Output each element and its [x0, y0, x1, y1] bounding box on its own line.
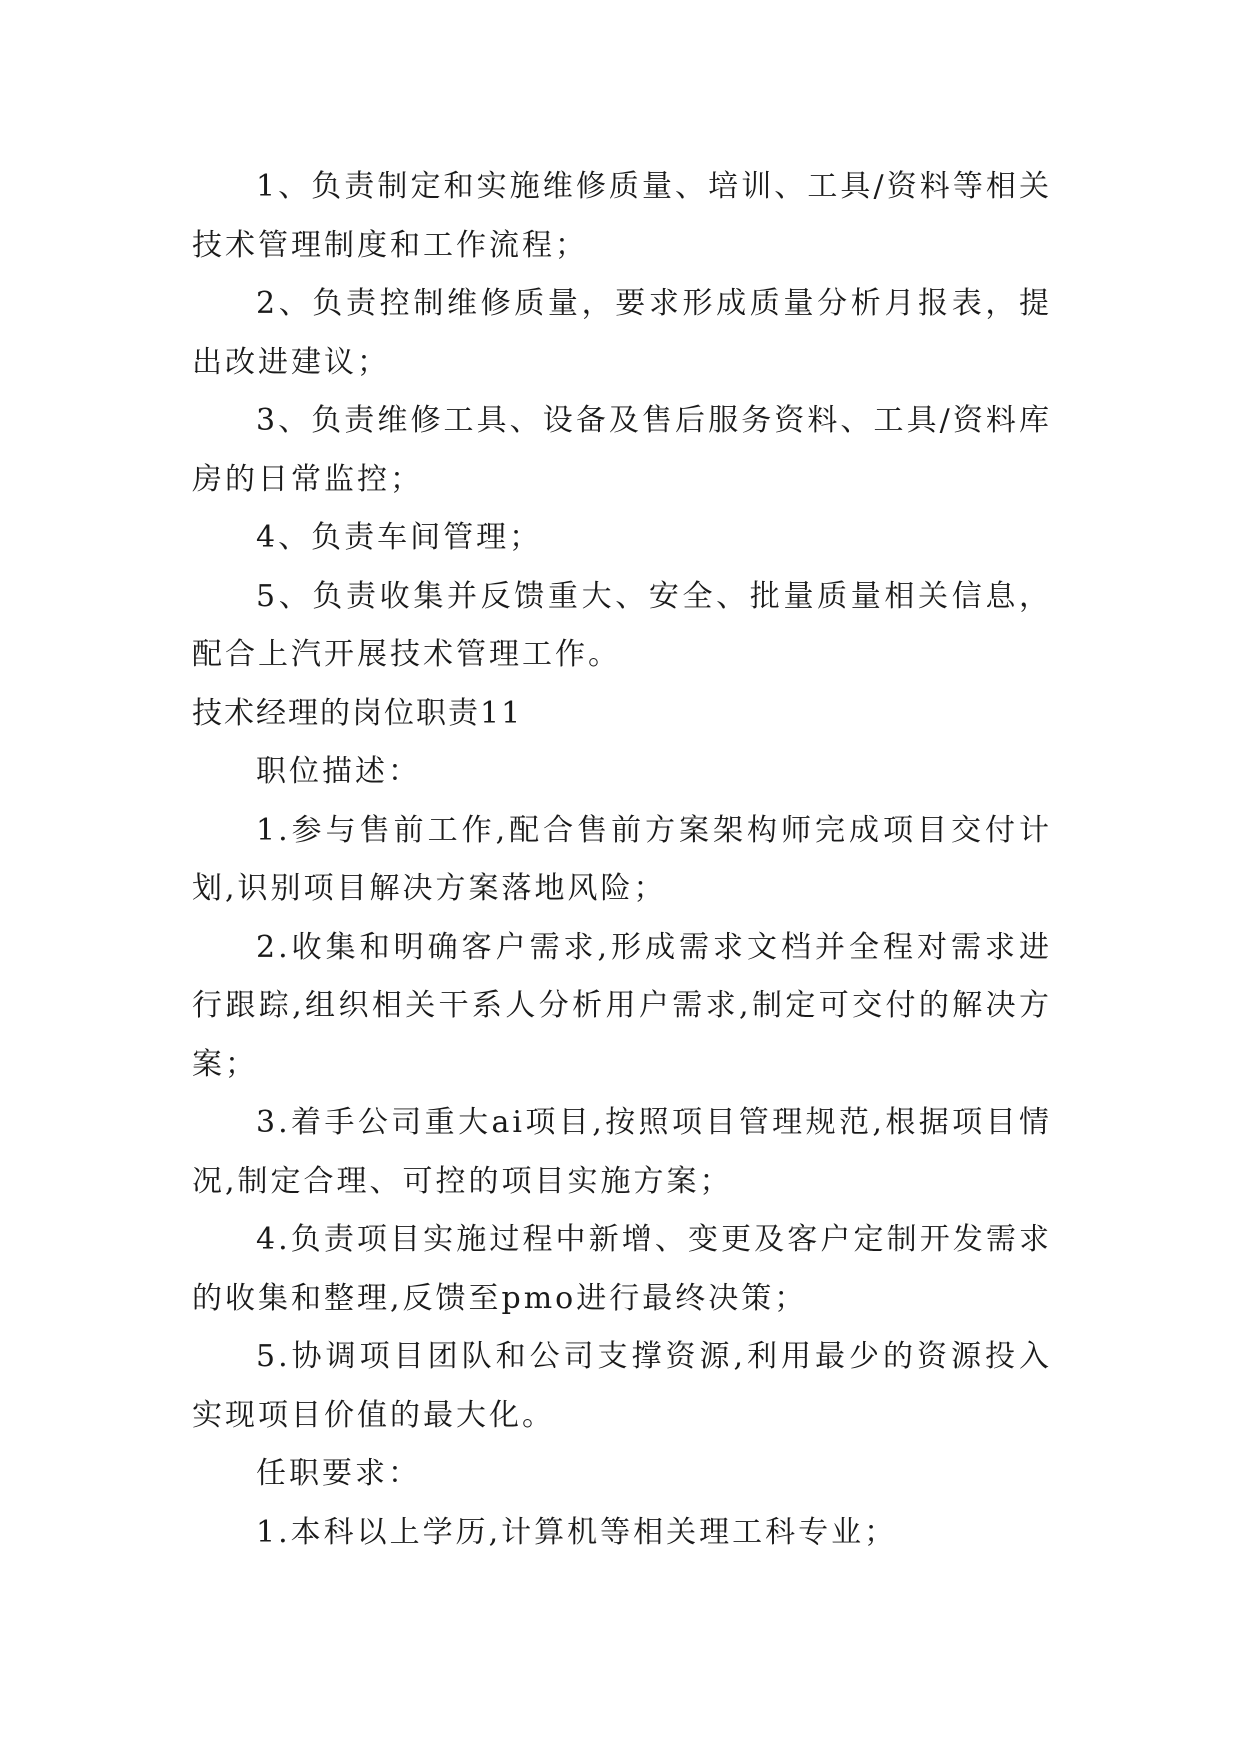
paragraph: 1.本科以上学历,计算机等相关理工科专业； [256, 1514, 898, 1550]
document-body [192, 158, 1052, 1562]
paragraph: 2、负责控制维修质量，要求形成质量分析月报表，提出改进建议； [192, 286, 1052, 380]
paragraph: 5、负责收集并反馈重大、安全、批量质量相关信息，配合上汽开展技术管理工作。 [192, 578, 1052, 672]
paragraph: 3.着手公司重大ai项目,按照项目管理规范,根据项目情况,制定合理、可控的项目实施方案； [192, 1105, 1052, 1199]
paragraph: 2.收集和明确客户需求,形成需求文档并全程对需求进行跟踪,组织相关干系人分析用户需求,制定可交付的解决方案； [192, 929, 1052, 1082]
paragraph: 1、负责制定和实施维修质量、培训、工具/资料等相关技术管理制度和工作流程； [192, 169, 1052, 263]
paragraph: 4.负责项目实施过程中新增、变更及客户定制开发需求的收集和整理,反馈至pmo进行最终决策； [192, 1222, 1052, 1316]
paragraph: 5.协调项目团队和公司支撑资源,利用最少的资源投入实现项目价值的最大化。 [192, 1339, 1052, 1433]
paragraph: 1.参与售前工作,配合售前方案架构师完成项目交付计划,识别项目解决方案落地风险； [192, 812, 1052, 906]
paragraph: 3、负责维修工具、设备及售后服务资料、工具/资料库房的日常监控； [192, 403, 1052, 497]
subheading-requirements: 任职要求： [256, 1456, 421, 1491]
subheading-job-description: 职位描述： [256, 754, 421, 789]
paragraph: 4、负责车间管理； [256, 520, 543, 555]
section-heading: 技术经理的岗位职责11 [192, 695, 523, 731]
